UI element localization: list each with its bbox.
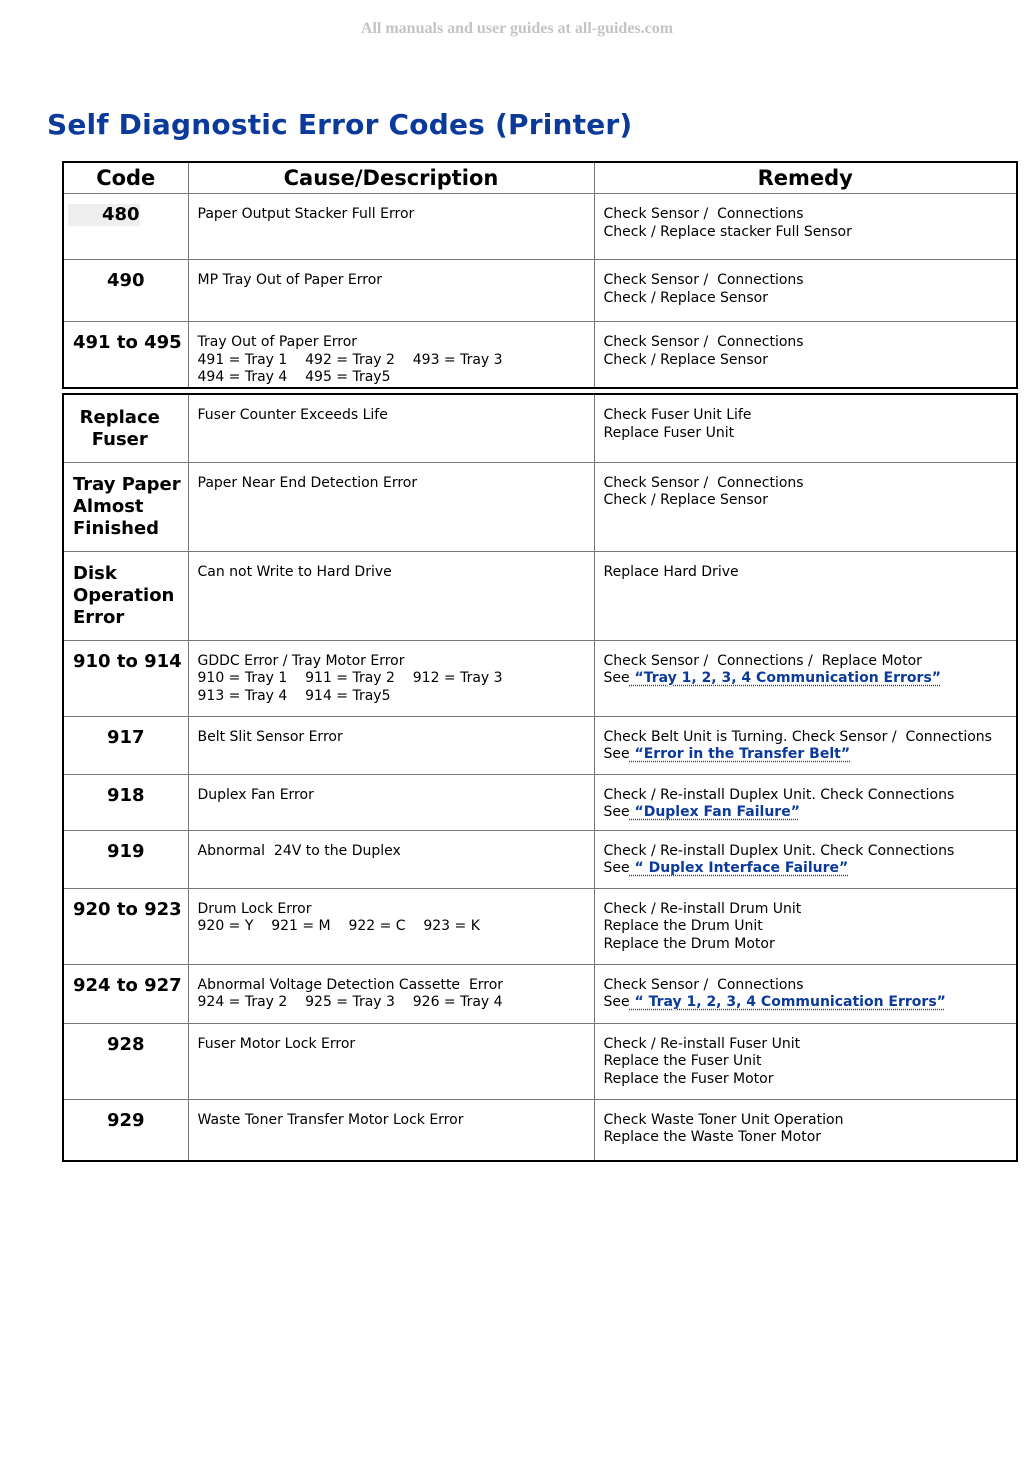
remedy: Replace Hard Drive (594, 551, 1017, 640)
remedy (594, 774, 1017, 830)
table-row (63, 830, 1017, 888)
remedy (594, 964, 1017, 1023)
communication-errors-link[interactable]: “ Tray 1, 2, 3, 4 Communication Errors” (629, 994, 946, 1010)
remedy: Check / Re-install Drum Unit Replace the Drum Unit Replace the Drum Motor (594, 888, 1017, 964)
cause-description: Abnormal Voltage Detection Cassette Error 924 = Tray 2 925 = Tray 3 926 = Tray 4 (188, 964, 594, 1023)
cause-description: GDDC Error / Tray Motor Error 910 = Tray 1 911 = Tray 2 912 = Tray 3 913 = Tray 4 914 = Tray5 (188, 640, 594, 716)
remedy: Check / Re-install Fuser Unit Replace the Fuser Unit Replace the Fuser Motor (594, 1023, 1017, 1099)
error-code: 917 (63, 716, 188, 774)
table-row (63, 888, 1017, 964)
table-row (63, 640, 1017, 716)
remedy: Check Sensor / Connections Check / Replace Sensor (594, 462, 1017, 551)
cause-description: Drum Lock Error 920 = Y 921 = M 922 = C 923 = K (188, 888, 594, 964)
duplex-interface-link[interactable]: “ Duplex Interface Failure” (629, 860, 849, 876)
remedy-text: Check Sensor / Connections (603, 976, 804, 993)
see-label: See (603, 804, 630, 820)
table-row (63, 394, 1017, 462)
remedy-text: Check / Re-install Duplex Unit. Check Connections (603, 786, 955, 803)
remedy (594, 830, 1017, 888)
see-label: See (603, 994, 630, 1010)
duplex-fan-link[interactable]: “Duplex Fan Failure” (629, 804, 800, 820)
header-row (63, 162, 1017, 194)
error-code: 920 to 923 (63, 888, 188, 964)
remedy: Check Sensor / Connections Check / Replace stacker Full Sensor (594, 194, 1017, 260)
remedy: Check Fuser Unit Life Replace Fuser Unit (594, 394, 1017, 462)
error-code: Replace Fuser (63, 394, 188, 462)
cause-description: Duplex Fan Error (188, 774, 594, 830)
cause-description: Can not Write to Hard Drive (188, 551, 594, 640)
table-row (63, 462, 1017, 551)
table-row (63, 964, 1017, 1023)
header-remedy: Remedy (594, 162, 1017, 194)
table-row (63, 551, 1017, 640)
remedy: Check Sensor / Connections Check / Replace Sensor (594, 322, 1017, 388)
table-row (63, 1099, 1017, 1161)
table-row (63, 716, 1017, 774)
error-code: 928 (63, 1023, 188, 1099)
error-code-table-part2 (62, 393, 1018, 1162)
page-title: Self Diagnostic Error Codes (Printer) (47, 108, 633, 141)
table-row (63, 1023, 1017, 1099)
transfer-belt-link[interactable]: “Error in the Transfer Belt” (629, 746, 851, 762)
error-code: Tray Paper Almost Finished (63, 462, 188, 551)
header-cause: Cause/Description (188, 162, 594, 194)
cause-description: Waste Toner Transfer Motor Lock Error (188, 1099, 594, 1161)
remedy-text: Check / Re-install Duplex Unit. Check Connections (603, 842, 955, 859)
remedy (594, 640, 1017, 716)
error-code-table-part1 (62, 161, 1018, 389)
error-code: 918 (63, 774, 188, 830)
error-code: 910 to 914 (63, 640, 188, 716)
table-row (63, 322, 1017, 388)
error-code: Disk Operation Error (63, 551, 188, 640)
communication-errors-link[interactable]: “Tray 1, 2, 3, 4 Communication Errors” (629, 670, 941, 686)
table-row (63, 774, 1017, 830)
table-row (63, 260, 1017, 322)
cause-description: Paper Output Stacker Full Error (188, 194, 594, 260)
watermark: All manuals and user guides at all-guides.com (360, 20, 674, 37)
error-code: 924 to 927 (63, 964, 188, 1023)
see-label: See (603, 670, 630, 686)
remedy: Check Waste Toner Unit Operation Replace the Waste Toner Motor (594, 1099, 1017, 1161)
see-label: See (603, 746, 630, 762)
header-code: Code (63, 162, 188, 194)
cause-description: MP Tray Out of Paper Error (188, 260, 594, 322)
cause-description: Tray Out of Paper Error 491 = Tray 1 492 = Tray 2 493 = Tray 3 494 = Tray 4 495 = Tray5 (188, 322, 594, 388)
error-code (63, 194, 188, 260)
remedy (594, 716, 1017, 774)
cause-description: Fuser Motor Lock Error (188, 1023, 594, 1099)
remedy-text: Check Belt Unit is Turning. Check Sensor / Connections (603, 728, 992, 745)
error-code: 490 (63, 260, 188, 322)
error-code: 491 to 495 (63, 322, 188, 388)
see-label: See (603, 860, 630, 876)
error-code-label: 480 (68, 204, 140, 226)
cause-description: Paper Near End Detection Error (188, 462, 594, 551)
error-code: 929 (63, 1099, 188, 1161)
table-row (63, 194, 1017, 260)
remedy: Check Sensor / Connections Check / Replace Sensor (594, 260, 1017, 322)
cause-description: Belt Slit Sensor Error (188, 716, 594, 774)
error-code: 919 (63, 830, 188, 888)
remedy-text: Check Sensor / Connections / Replace Motor (603, 652, 922, 669)
cause-description: Abnormal 24V to the Duplex (188, 830, 594, 888)
cause-description: Fuser Counter Exceeds Life (188, 394, 594, 462)
